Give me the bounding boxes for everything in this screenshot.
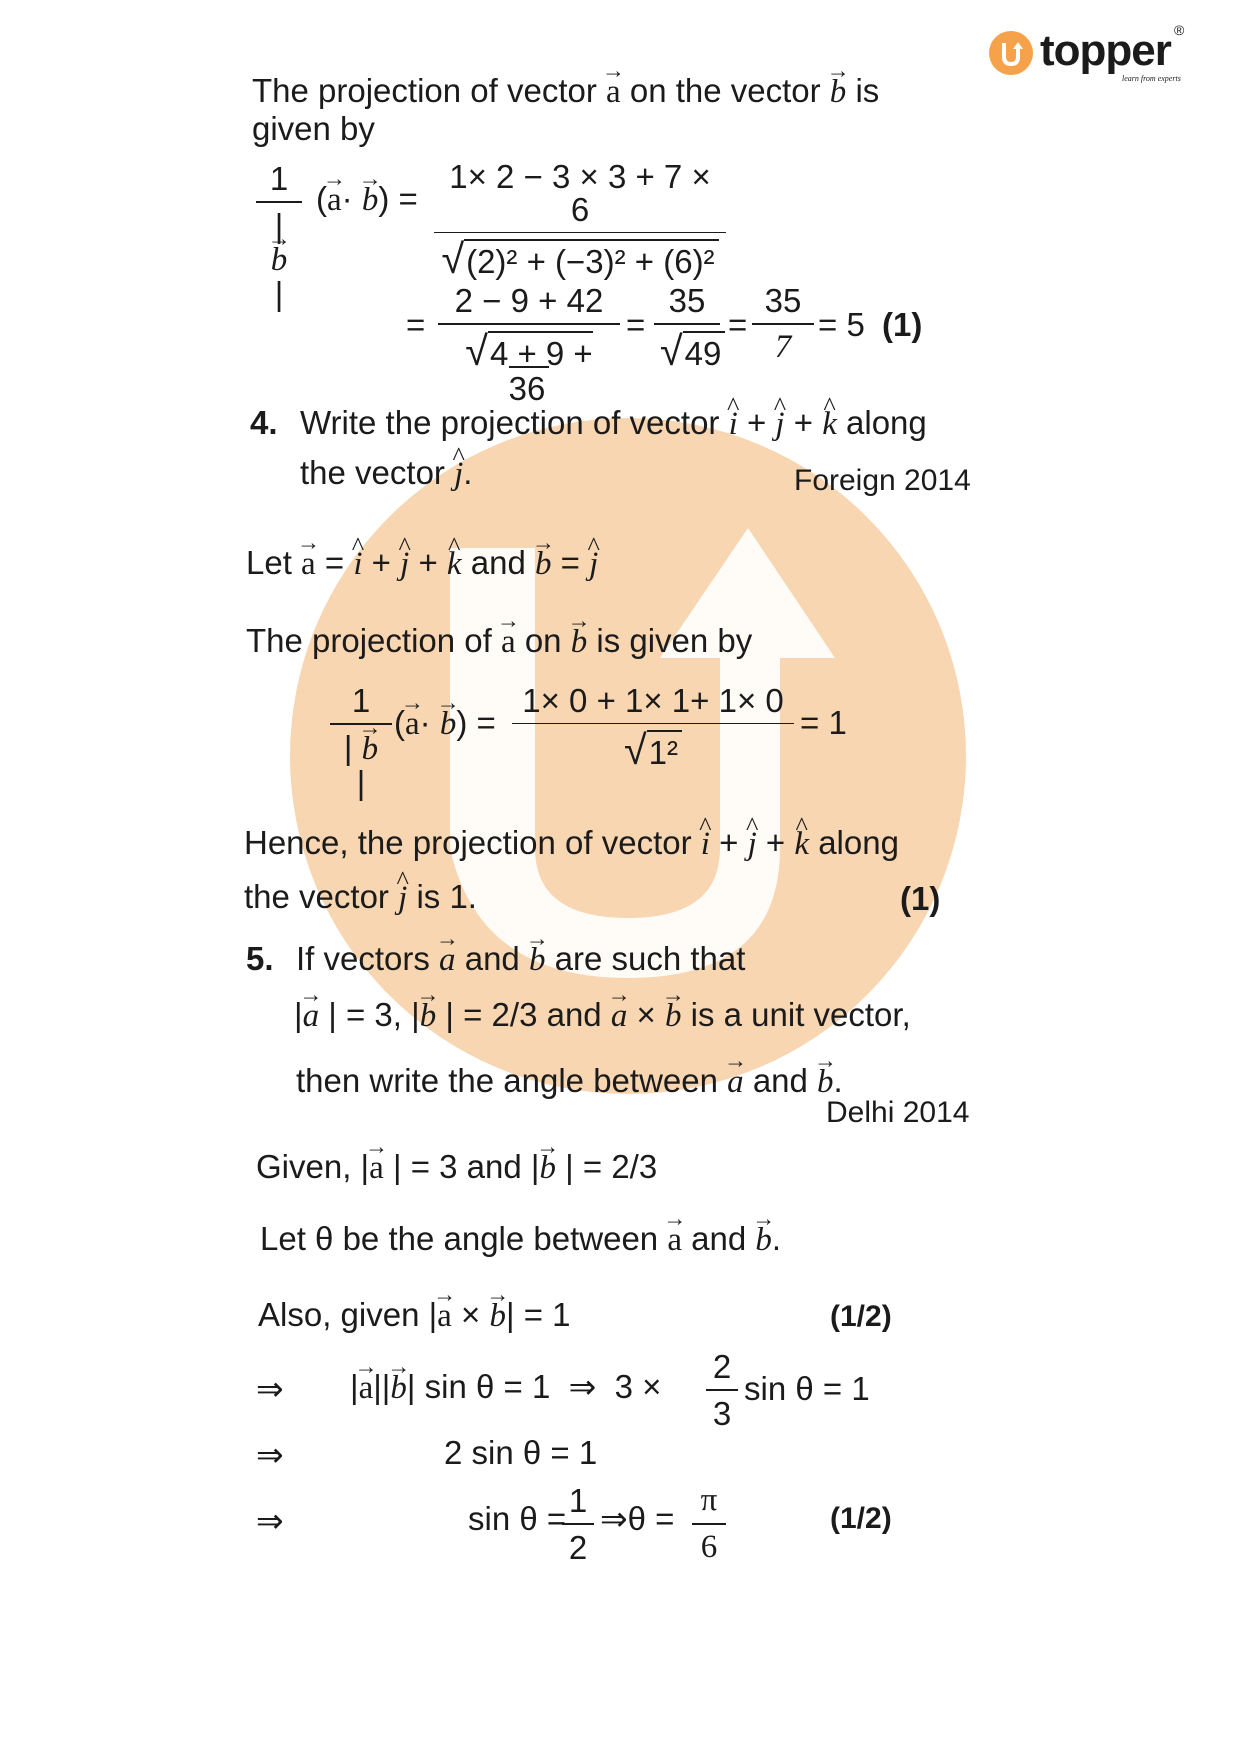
block1-frac2: $\frac{2 - 9 + 42}{√4 + 9 + 36}$ <box>438 284 620 405</box>
marks-label: (1) <box>882 306 923 343</box>
q5-line1: If vectors → a and → b are such that <box>296 942 745 977</box>
a5-step3-lhs: sin θ = <box>468 1500 567 1537</box>
a4-lhs-dot: (→ a· → b) = <box>394 706 496 741</box>
logo-wordmark: topper <box>1040 26 1171 75</box>
a4-result: = 1 <box>800 704 847 741</box>
marks-label: (1/2) <box>830 1300 892 1333</box>
equals-sign: = <box>406 306 426 343</box>
marks-label: (1/2) <box>830 1502 892 1535</box>
topper-logo-icon <box>988 30 1034 76</box>
question-source: Delhi 2014 <box>826 1096 970 1129</box>
a5-given-line: Given, |→ a | = 3 and |→ b | = 2/3 <box>256 1150 657 1185</box>
a4-hence-line1: Hence, the projection of vector ^ i + ^ j + ^ k along <box>244 826 899 861</box>
block1-rhs-fraction: $\frac{1\times 2 - 3 \times 3 + 7 \times 6}{\text{√(2)² + (−3)² + (6)²}}$ <box>434 160 726 280</box>
a4-let-line: Let → a = ^ i + ^ j + ^ k and → b = ^ j <box>246 546 598 581</box>
a5-step1: |→ a||→ b| sin θ = 1 ⇒ 3 × <box>350 1370 661 1405</box>
a5-step2: 2 sin θ = 1 <box>444 1434 598 1471</box>
a5-step1-fraction: $\frac{2}{3}$ <box>706 1350 738 1430</box>
a5-let-line: Let θ be the angle between → a and → b. <box>260 1222 781 1257</box>
q4-line1: Write the projection of vector ^ i + ^ j + ^ k along <box>300 406 927 441</box>
registered-mark: ® <box>1174 22 1185 38</box>
block1-result: = 5 <box>818 306 865 343</box>
a5-step3-pi-fraction: $\frac{\pi}{6}$ <box>692 1484 726 1564</box>
q5-line2: |→ a | = 3, |→ b | = 2/3 and → a × → b is a unit vector, <box>294 998 911 1033</box>
implies-symbol: ⇒ <box>256 1502 284 1539</box>
a5-step3-fraction: $\frac{1}{2}$ <box>562 1484 594 1564</box>
a4-lhs-fraction: $\frac{1}{| \to b |}$ <box>330 684 392 799</box>
block1-frac3: $\frac{35}{√49}$ <box>654 284 720 372</box>
topper-logo <box>988 22 1188 83</box>
implies-symbol: ⇒ <box>256 1370 284 1407</box>
a4-proj-line: The projection of → a on → b is given by <box>246 624 752 659</box>
logo-tagline: learn from experts <box>1122 74 1181 83</box>
a5-step3-mid: ⇒θ = <box>600 1500 675 1537</box>
q5-line3: then write the angle between → a and → b. <box>296 1064 843 1099</box>
a5-also-line: Also, given |→ a × → b| = 1 <box>258 1298 571 1333</box>
block1-line2: given by <box>252 110 375 147</box>
block1-lhs-dot: (→ a· → b) = <box>316 182 418 217</box>
a5-step1-tail: sin θ = 1 <box>744 1370 870 1407</box>
implies-symbol: ⇒ <box>256 1436 284 1473</box>
question-number: 4. <box>250 404 278 441</box>
block1-lhs-fraction: $\frac{1}{| \to b |}$ <box>256 162 302 310</box>
a4-rhs-fraction: $\frac{1\times 0 + 1\times 1+ 1\times 0}{\text{√1²}}$ <box>512 684 794 771</box>
a4-hence-line2: the vector ^ j is 1. <box>244 880 477 915</box>
marks-label: (1) <box>900 880 941 917</box>
equals-sign: = <box>728 306 748 343</box>
block1-frac4: $\frac{35}{7}$ <box>752 284 814 364</box>
question-number: 5. <box>246 940 274 977</box>
block1-line1: The projection of vector → a on the vector → b is <box>252 74 879 109</box>
equals-sign: = <box>626 306 646 343</box>
q4-line2: the vector ^ j. <box>300 456 472 491</box>
question-source: Foreign 2014 <box>794 464 971 497</box>
